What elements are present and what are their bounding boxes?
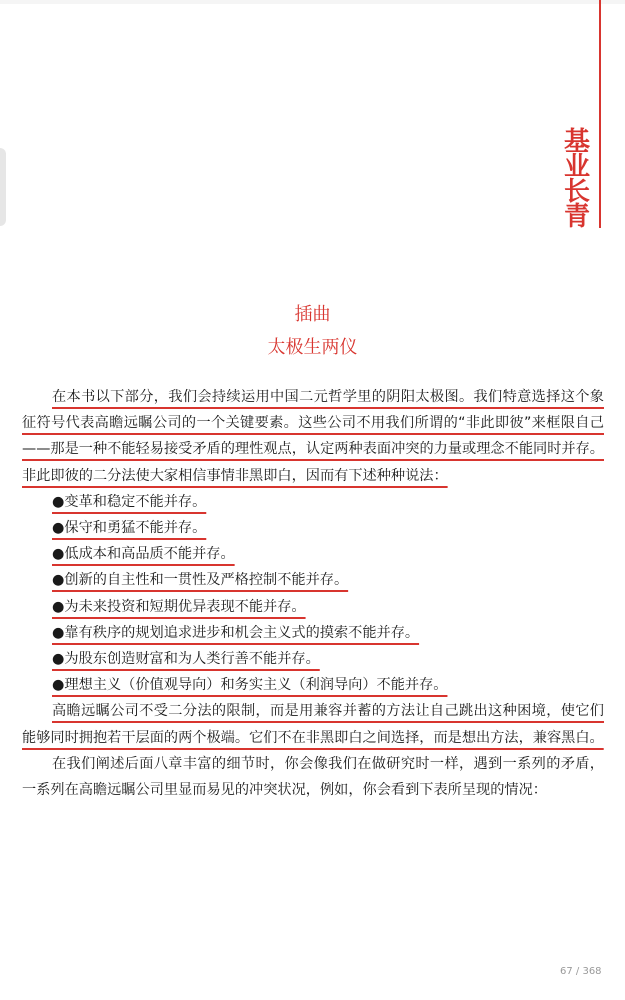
page-content (22, 384, 604, 803)
list-item-text: ●为未来投资和短期优异表现不能并存。 (52, 598, 306, 615)
list-item-text: ●理想主义（价值观导向）和务实主义（利润导向）不能并存。 (52, 677, 448, 694)
page-indicator: 67 / 368 (560, 966, 602, 977)
closing-paragraph: 在我们阐述后面八章丰富的细节时，你会像我们在做研究时一样，遇到一系列的矛盾，一系列在高瞻远瞩公司里显而易见的冲突状况，例如，你会看到下表所呈现的情况： (22, 755, 604, 798)
list-item (22, 541, 604, 567)
brand-char-1: 基 (563, 127, 590, 157)
brand-char-2: 业 (563, 152, 590, 182)
list-item (22, 567, 604, 593)
list-item-text: ●变革和稳定不能并存。 (52, 493, 207, 510)
list-item (22, 515, 604, 541)
intro-text: 在本书以下部分，我们会持续运用中国二元哲学里的阴阳太极图。我们特意选择这个象征符号代表高瞻远瞩公司的一个关键要素。这些公司不用我们所谓的“非此即彼”来框限自己——那是一种不能轻易接受矛盾的理性观点，认定两种表面冲突的力量或理念不能同时并存。非此即彼的二分法使大家相信事情非黑即白，因而有下述种种说法： (22, 389, 604, 484)
intro-paragraph (22, 384, 604, 489)
list-item-text: ●创新的自主性和一贯性及严格控制不能并存。 (52, 572, 349, 589)
book-brand-vertical (560, 127, 594, 232)
list-item-text: ●靠有秩序的规划追求进步和机会主义式的摸索不能并存。 (52, 624, 420, 641)
list-item-text: ●低成本和高品质不能并存。 (52, 546, 235, 563)
list-item (22, 489, 604, 515)
list-item (22, 594, 604, 620)
section-subtitle: 太极生两仪 (267, 337, 358, 358)
side-drawer-handle[interactable] (0, 148, 6, 226)
brand-char-3: 长 (563, 177, 590, 207)
list-item (22, 646, 604, 672)
middle-text: 高瞻远瞩公司不受二分法的限制，而是用兼容并蓄的方法让自己跳出这种困境，使它们能够同时拥抱若干层面的两个极端。它们不在非黑即白之间选择，而是想出方法，兼容黑白。 (22, 703, 604, 746)
header-red-line (599, 0, 601, 228)
list-item (22, 620, 604, 646)
list-item-text: ●保守和勇猛不能并存。 (52, 520, 207, 536)
middle-paragraph (22, 698, 604, 750)
list-item (22, 672, 604, 698)
section-heading (0, 300, 625, 364)
list-item-text: ●为股东创造财富和为人类行善不能并存。 (52, 650, 320, 667)
section-title: 插曲 (294, 304, 331, 325)
top-rule (0, 0, 625, 4)
brand-char-4: 青 (563, 202, 590, 232)
